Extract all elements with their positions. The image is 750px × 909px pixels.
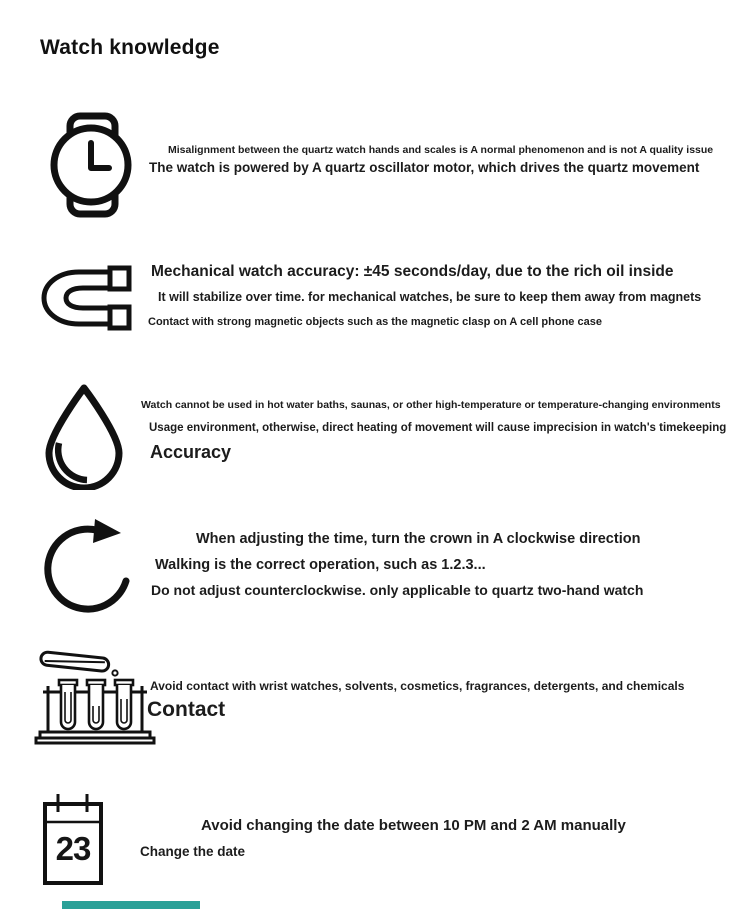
chemicals-note-text: Avoid contact with wrist watches, solvents, cosmetics, fragrances, detergents, and chemicals bbox=[150, 679, 685, 693]
water-sub-text: Usage environment, otherwise, direct heating of movement will cause imprecision in watch's timekeeping bbox=[149, 422, 727, 434]
crown-sub-text: Walking is the correct operation, such as 1.2.3... bbox=[155, 557, 486, 573]
magnet-icon bbox=[37, 262, 137, 334]
next-section-teal-strip bbox=[62, 901, 200, 909]
quartz-note-text: Misalignment between the quartz watch hands and scales is A normal phenomenon and is not A quality issue bbox=[168, 144, 714, 156]
magnet-note-text: Contact with strong magnetic objects such as the magnetic clasp on A cell phone case bbox=[148, 316, 602, 328]
test-tubes-icon bbox=[33, 644, 158, 746]
calendar-icon bbox=[41, 792, 105, 887]
page-title: Watch knowledge bbox=[40, 36, 220, 59]
calendar-day-number: 23 bbox=[55, 830, 91, 867]
magnet-main-text: Mechanical watch accuracy: ±45 seconds/day, due to the rich oil inside bbox=[151, 263, 674, 280]
magnet-sub-text: It will stabilize over time. for mechanical watches, be sure to keep them away from magnets bbox=[158, 290, 702, 304]
crown-main-text: When adjusting the time, turn the crown in A clockwise direction bbox=[196, 531, 641, 547]
water-heading-text: Accuracy bbox=[150, 442, 232, 462]
quartz-main-text: The watch is powered by A quartz oscillator motor, which drives the quartz movement bbox=[149, 160, 700, 175]
wristwatch-icon bbox=[45, 112, 137, 218]
water-note-text: Watch cannot be used in hot water baths, saunas, or other high-temperature or temperature-changing environments bbox=[141, 399, 721, 411]
clockwise-rotation-icon bbox=[37, 517, 139, 615]
water-drop-icon bbox=[40, 382, 128, 490]
chemicals-heading-text: Contact bbox=[147, 698, 226, 721]
date-sub-text: Change the date bbox=[140, 844, 246, 859]
crown-note-text: Do not adjust counterclockwise. only applicable to quartz two-hand watch bbox=[151, 582, 644, 598]
date-main-text: Avoid changing the date between 10 PM and 2 AM manually bbox=[201, 817, 626, 834]
